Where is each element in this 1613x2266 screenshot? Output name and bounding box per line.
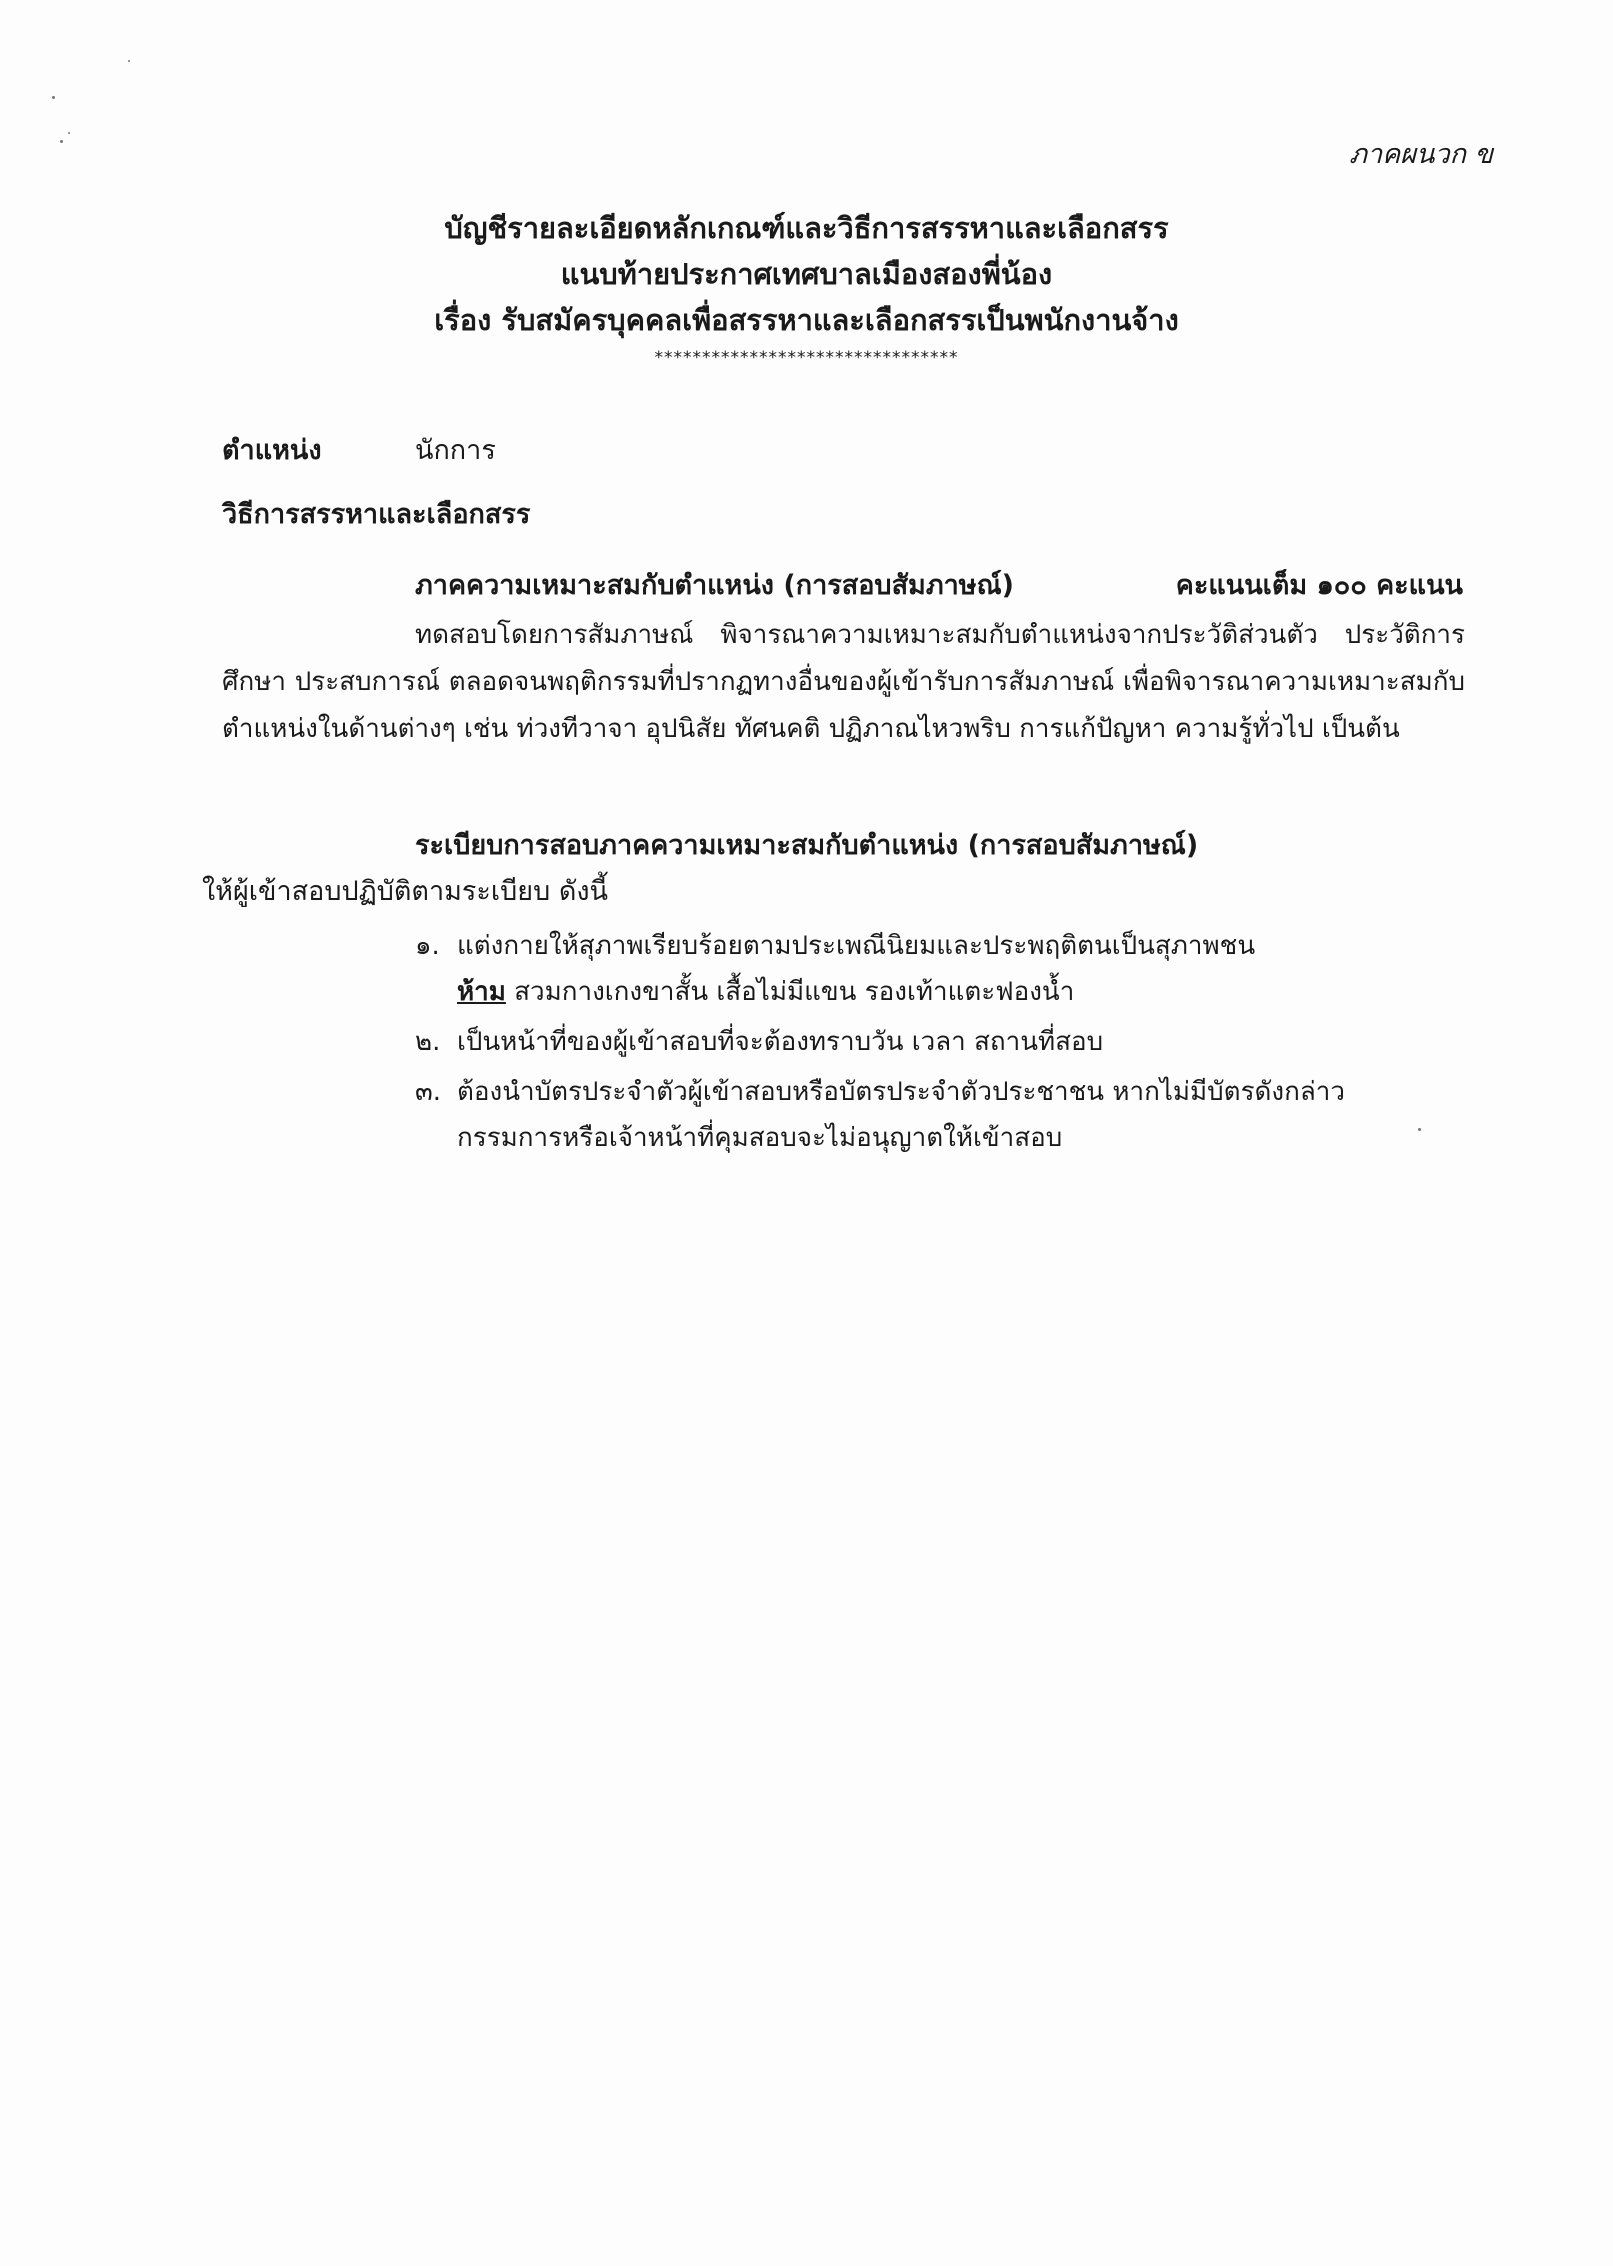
title-line-1: บัญชีรายละเอียดหลักเกณฑ์และวิธีการสรรหาและเลือกสรร [444, 211, 1169, 245]
list-line: แต่งกายให้สุภาพเรียบร้อยตามประเพณีนิยมและประพฤติตนเป็นสุภาพชน [457, 931, 1256, 961]
scan-speck [60, 140, 63, 143]
rules-title: ระเบียบการสอบภาคความเหมาะสมกับตำแหน่ง (การสอบสัมภาษณ์) [415, 830, 1199, 861]
forbid-word: ห้าม [457, 977, 506, 1007]
rules-list [415, 923, 1473, 1165]
section-title: ภาคความเหมาะสมกับตำแหน่ง (การสอบสัมภาษณ์) [415, 570, 1014, 601]
list-line: เป็นหน้าที่ของผู้เข้าสอบที่จะต้องทราบวัน เวลา สถานที่สอบ [457, 1027, 1104, 1057]
method-heading: วิธีการสรรหาและเลือกสรร [222, 499, 531, 530]
list-text [457, 1069, 1473, 1161]
scan-speck [128, 60, 130, 62]
list-item [415, 1019, 1473, 1065]
list-number: ๓. [415, 1077, 442, 1107]
position-label: ตำแหน่ง [222, 435, 322, 466]
list-item [415, 923, 1473, 1015]
section-description: ทดสอบโดยการสัมภาษณ์ พิจารณาความเหมาะสมกับตำแหน่งจากประวัติส่วนตัว ประวัติการศึกษา ประสบการณ์ ตลอดจนพฤติกรรมที่ปรากฏทางอื่นของผู้เข้ารับการสัมภาษณ์ เพื่อพิจารณาความเหมาะสมกับตำแหน่งในด้านต่างๆ เช่น ท่วงทีวาจา อุปนิสัย ทัศนคติ ปฏิภาณไหวพริบ การแก้ปัญหา ความรู้ทั่วไป เป็นต้น [222, 620, 1465, 744]
title-line-2: แนบท้ายประกาศเทศบาลเมืองสองพี่น้อง [560, 257, 1053, 291]
list-number: ๑. [415, 931, 440, 961]
title-line-3: เรื่อง รับสมัครบุคคลเพื่อสรรหาและเลือกสรรเป็นพนักงานจ้าง [434, 303, 1179, 337]
scan-speck [68, 132, 70, 134]
list-text [457, 1019, 1473, 1065]
section-score: คะแนนเต็ม ๑๐๐ คะแนน [1175, 570, 1463, 601]
position-value: นักการ [415, 435, 496, 466]
list-line: ต้องนำบัตรประจำตัวผู้เข้าสอบหรือบัตรประจำตัวประชาชน หากไม่มีบัตรดังกล่าว [457, 1077, 1345, 1107]
scan-speck [52, 96, 55, 99]
document-title [0, 205, 1613, 369]
list-number: ๒. [415, 1027, 441, 1057]
list-line: กรรมการหรือเจ้าหน้าที่คุมสอบจะไม่อนุญาตให้เข้าสอบ [457, 1123, 1063, 1153]
title-separator: ******************************** [654, 348, 959, 368]
list-line [457, 969, 1473, 1015]
list-item [415, 1069, 1473, 1161]
forbid-detail: สวมกางเกงขาสั้น เสื้อไม่มีแขน รองเท้าแตะฟองน้ำ [505, 977, 1075, 1007]
appendix-label: ภาคผนวก ข [1349, 139, 1493, 170]
rules-intro: ให้ผู้เข้าสอบปฏิบัติตามระเบียบ ดังนี้ [202, 876, 609, 907]
list-text [457, 923, 1473, 1015]
